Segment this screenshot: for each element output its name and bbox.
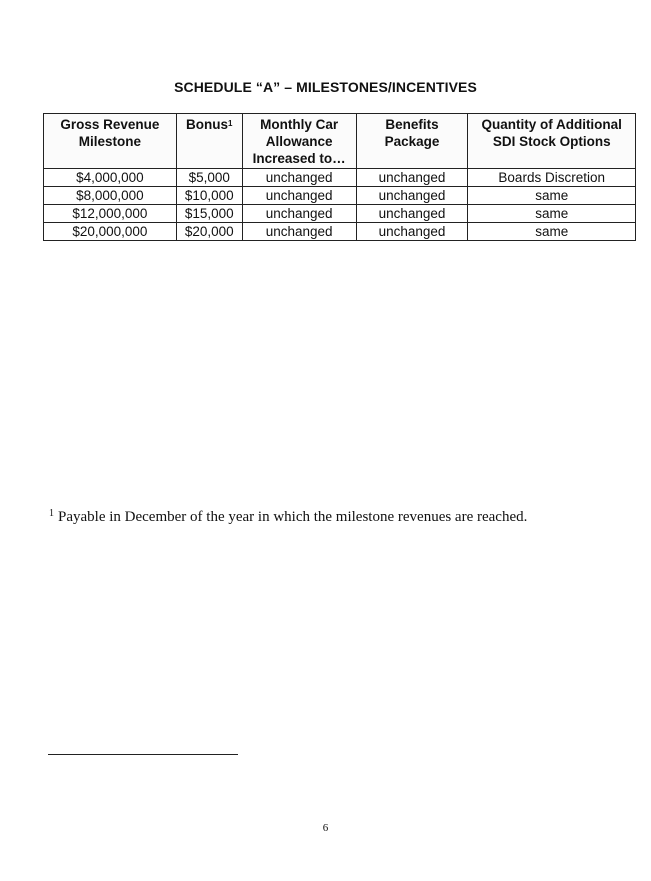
page-number: 6 <box>322 822 329 834</box>
cell-car-allowance: unchanged <box>242 169 356 187</box>
cell-bonus: $5,000 <box>176 169 242 187</box>
footnote <box>49 509 527 526</box>
header-stock-options: Quantity of Additional SDI Stock Options <box>468 114 636 169</box>
header-gross-revenue-milestone: Gross Revenue Milestone <box>44 114 177 169</box>
cell-gross-revenue: $8,000,000 <box>44 187 177 205</box>
cell-benefits: unchanged <box>356 187 468 205</box>
cell-gross-revenue: $12,000,000 <box>44 205 177 223</box>
table-row <box>44 169 636 187</box>
cell-stock-options: same <box>468 205 636 223</box>
schedule-title: SCHEDULE “A” – MILESTONES/INCENTIVES <box>174 79 477 95</box>
footnote-text: Payable in December of the year in which the milestone revenues are reached. <box>58 509 528 525</box>
bonus-footnote-marker: 1 <box>228 119 233 128</box>
cell-stock-options: Boards Discretion <box>468 169 636 187</box>
cell-gross-revenue: $4,000,000 <box>44 169 177 187</box>
cell-bonus: $20,000 <box>176 223 242 241</box>
cell-car-allowance: unchanged <box>242 205 356 223</box>
footnote-separator-rule <box>48 754 238 755</box>
cell-stock-options: same <box>468 223 636 241</box>
footnote-marker: 1 <box>49 508 54 519</box>
cell-benefits: unchanged <box>356 205 468 223</box>
header-benefits-package: Benefits Package <box>356 114 468 169</box>
cell-car-allowance: unchanged <box>242 223 356 241</box>
table-header-row <box>44 114 636 169</box>
cell-car-allowance: unchanged <box>242 187 356 205</box>
cell-bonus: $10,000 <box>176 187 242 205</box>
cell-bonus: $15,000 <box>176 205 242 223</box>
cell-benefits: unchanged <box>356 223 468 241</box>
cell-stock-options: same <box>468 187 636 205</box>
table-row <box>44 205 636 223</box>
header-bonus: Bonus$^1$ <box>176 114 242 169</box>
cell-benefits: unchanged <box>356 169 468 187</box>
table-row <box>44 187 636 205</box>
table-row <box>44 223 636 241</box>
header-monthly-car-allowance: Monthly Car Allowance Increased to… <box>242 114 356 169</box>
cell-gross-revenue: $20,000,000 <box>44 223 177 241</box>
milestones-table <box>43 113 636 241</box>
